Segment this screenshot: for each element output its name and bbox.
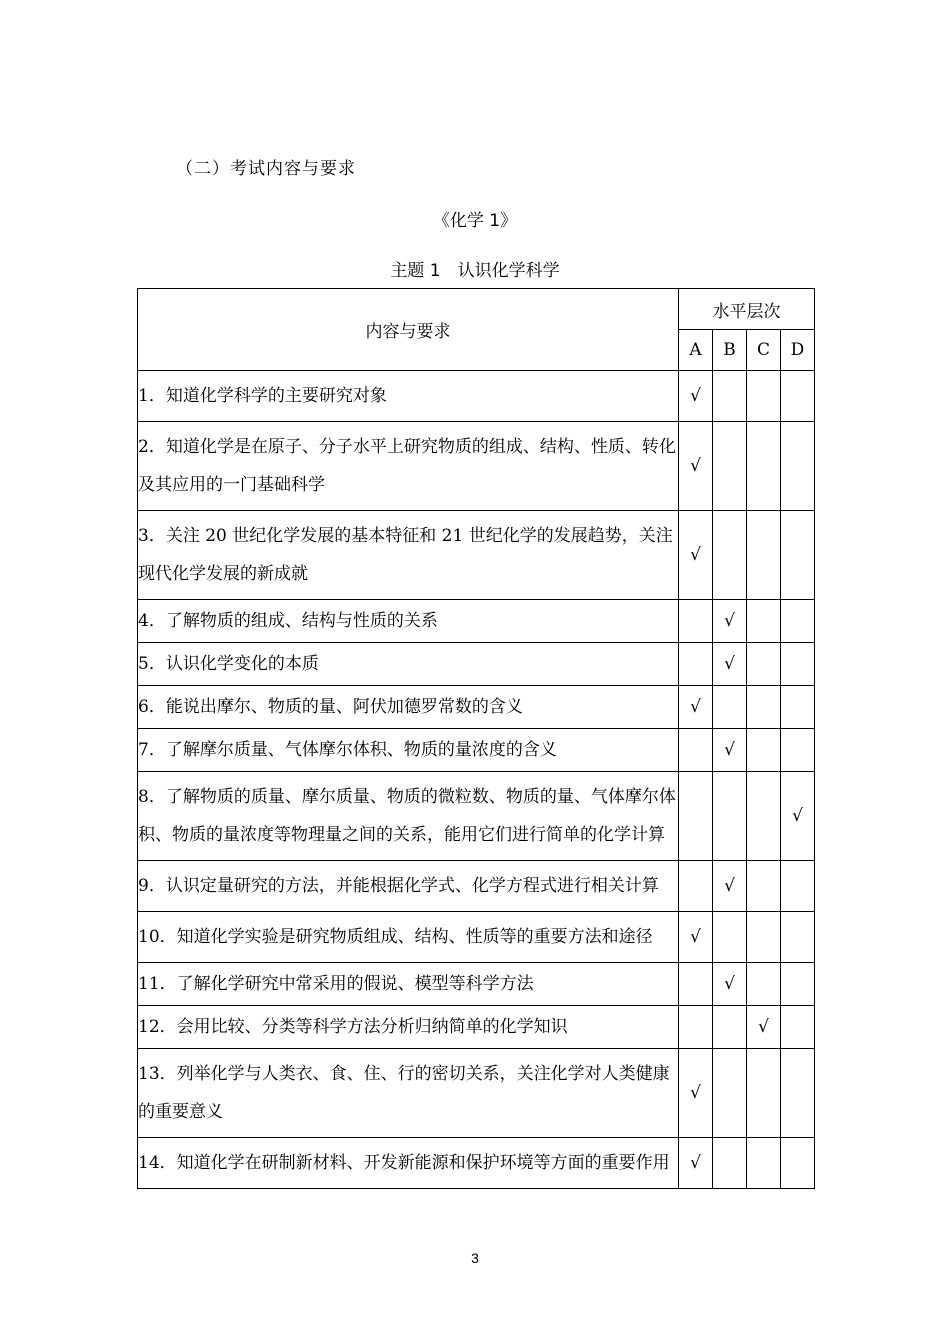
row-text: 知道化学是在原子、分子水平上研究物质的组成、结构、性质、转化及其应用的一门基础科学 <box>138 437 676 495</box>
table-row <box>138 861 815 912</box>
level-d-cell <box>781 729 815 772</box>
check-mark: √ <box>792 806 803 826</box>
level-c-cell <box>747 686 781 729</box>
row-number: 9． <box>138 876 166 896</box>
check-mark: √ <box>690 927 701 947</box>
level-c-cell <box>747 1006 781 1049</box>
row-number: 8． <box>138 787 166 807</box>
table-row <box>138 1049 815 1138</box>
row-number: 4． <box>138 611 166 631</box>
page-number: 3 <box>471 1250 479 1266</box>
level-d-cell <box>781 371 815 422</box>
level-b-cell <box>713 422 747 511</box>
row-number: 11． <box>138 974 177 994</box>
level-d-header: D <box>781 330 815 371</box>
level-d-cell <box>781 643 815 686</box>
level-d-cell <box>781 861 815 912</box>
topic-title: 主题 1 认识化学科学 <box>390 261 560 281</box>
check-mark: √ <box>724 876 735 896</box>
table-row <box>138 1138 815 1189</box>
level-a-header: A <box>679 330 713 371</box>
row-text: 知道化学科学的主要研究对象 <box>165 386 387 406</box>
level-a-cell <box>679 912 713 963</box>
level-a-cell <box>679 422 713 511</box>
table-row <box>138 643 815 686</box>
row-number: 7． <box>138 740 166 760</box>
table-row <box>138 371 815 422</box>
level-c-cell <box>747 422 781 511</box>
table-row <box>138 422 815 511</box>
level-c-cell <box>747 371 781 422</box>
row-number: 5． <box>138 654 166 674</box>
level-a-cell <box>679 643 713 686</box>
row-text: 了解化学研究中常采用的假说、模型等科学方法 <box>176 974 534 994</box>
level-b-cell <box>713 371 747 422</box>
level-b-cell <box>713 686 747 729</box>
level-d-cell <box>781 1138 815 1189</box>
row-content <box>138 643 679 686</box>
book-title: 《化学 1》 <box>432 211 518 231</box>
table-row <box>138 511 815 600</box>
level-c-cell <box>747 729 781 772</box>
check-mark: √ <box>690 1083 701 1103</box>
row-content <box>138 729 679 772</box>
level-c-cell <box>747 861 781 912</box>
level-b-cell <box>713 1049 747 1138</box>
row-text: 列举化学与人类衣、食、住、行的密切关系，关注化学对人类健康的重要意义 <box>138 1064 670 1122</box>
row-content <box>138 686 679 729</box>
level-c-cell <box>747 912 781 963</box>
level-d-cell <box>781 1049 815 1138</box>
row-text: 认识定量研究的方法，并能根据化学式、化学方程式进行相关计算 <box>165 876 659 896</box>
check-mark: √ <box>690 386 701 406</box>
check-mark: √ <box>724 611 735 631</box>
check-mark: √ <box>758 1017 769 1037</box>
level-c-cell <box>747 511 781 600</box>
row-number: 3． <box>138 526 166 546</box>
row-number: 13． <box>138 1064 177 1084</box>
level-c-cell <box>747 1049 781 1138</box>
row-content <box>138 371 679 422</box>
level-a-cell <box>679 1138 713 1189</box>
level-b-cell <box>713 643 747 686</box>
check-mark: √ <box>690 456 701 476</box>
level-a-cell <box>679 600 713 643</box>
row-content <box>138 511 679 600</box>
row-number: 6． <box>138 697 166 717</box>
table-row <box>138 1006 815 1049</box>
level-a-cell <box>679 1006 713 1049</box>
row-text: 能说出摩尔、物质的量、阿伏加德罗常数的含义 <box>165 697 523 717</box>
level-b-cell <box>713 1006 747 1049</box>
level-b-header: B <box>713 330 747 371</box>
level-d-cell <box>781 422 815 511</box>
check-mark: √ <box>690 1153 701 1173</box>
level-a-cell <box>679 861 713 912</box>
row-content <box>138 1006 679 1049</box>
level-b-cell <box>713 861 747 912</box>
level-a-cell <box>679 371 713 422</box>
row-number: 12． <box>138 1017 177 1037</box>
level-d-cell <box>781 686 815 729</box>
table-row <box>138 686 815 729</box>
level-c-cell <box>747 643 781 686</box>
row-number: 1． <box>138 386 166 406</box>
row-number: 2． <box>138 437 166 457</box>
row-text: 会用比较、分类等科学方法分析归纳简单的化学知识 <box>176 1017 568 1037</box>
level-c-cell <box>747 772 781 861</box>
row-content <box>138 422 679 511</box>
row-number: 10． <box>138 927 177 947</box>
row-content <box>138 861 679 912</box>
row-content <box>138 1049 679 1138</box>
level-c-header: C <box>747 330 781 371</box>
level-b-cell <box>713 600 747 643</box>
level-c-cell <box>747 600 781 643</box>
row-content <box>138 1138 679 1189</box>
check-mark: √ <box>690 545 701 565</box>
row-text: 了解物质的质量、摩尔质量、物质的微粒数、物质的量、气体摩尔体积、物质的量浓度等物理量之间的关系，能用它们进行简单的化学计算 <box>138 787 676 845</box>
check-mark: √ <box>724 974 735 994</box>
row-text: 了解物质的组成、结构与性质的关系 <box>165 611 438 631</box>
level-a-cell <box>679 729 713 772</box>
level-c-cell <box>747 1138 781 1189</box>
level-b-cell <box>713 912 747 963</box>
level-d-cell <box>781 511 815 600</box>
row-text: 认识化学变化的本质 <box>165 654 319 674</box>
level-a-cell <box>679 1049 713 1138</box>
level-a-cell <box>679 772 713 861</box>
table-row <box>138 729 815 772</box>
level-b-cell <box>713 963 747 1006</box>
requirements-table <box>137 288 815 1189</box>
check-mark: √ <box>690 697 701 717</box>
level-b-cell <box>713 1138 747 1189</box>
level-header: 水平层次 <box>679 289 815 330</box>
level-a-cell <box>679 511 713 600</box>
row-content <box>138 600 679 643</box>
level-d-cell <box>781 912 815 963</box>
check-mark: √ <box>724 740 735 760</box>
row-text: 了解摩尔质量、气体摩尔体积、物质的量浓度的含义 <box>165 740 557 760</box>
level-b-cell <box>713 772 747 861</box>
level-a-cell <box>679 686 713 729</box>
level-c-cell <box>747 963 781 1006</box>
level-d-cell <box>781 600 815 643</box>
row-text: 知道化学在研制新材料、开发新能源和保护环境等方面的重要作用 <box>176 1153 670 1173</box>
section-heading: （二）考试内容与要求 <box>176 159 356 179</box>
table-row <box>138 600 815 643</box>
level-d-cell <box>781 963 815 1006</box>
level-d-cell <box>781 772 815 861</box>
row-content <box>138 912 679 963</box>
table-row <box>138 772 815 861</box>
level-b-cell <box>713 729 747 772</box>
row-number: 14． <box>138 1153 177 1173</box>
row-text: 知道化学实验是研究物质组成、结构、性质等的重要方法和途径 <box>176 927 653 947</box>
row-content <box>138 963 679 1006</box>
row-text: 关注 20 世纪化学发展的基本特征和 21 世纪化学的发展趋势，关注现代化学发展的新成就 <box>138 526 673 584</box>
row-content <box>138 772 679 861</box>
level-a-cell <box>679 963 713 1006</box>
content-header: 内容与要求 <box>138 289 679 371</box>
check-mark: √ <box>724 654 735 674</box>
level-b-cell <box>713 511 747 600</box>
level-d-cell <box>781 1006 815 1049</box>
table-row <box>138 963 815 1006</box>
table-row <box>138 912 815 963</box>
